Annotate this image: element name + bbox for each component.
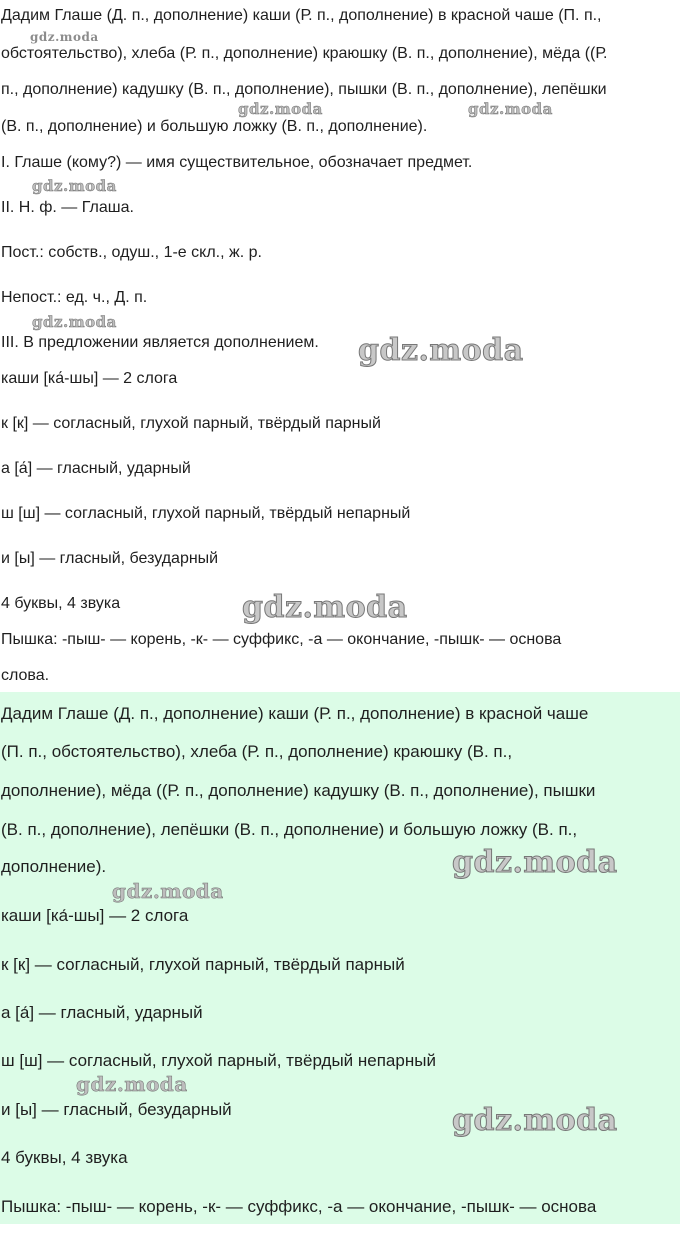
text-line: I. Глаше (кому?) — имя существительное, обозначает предмет. [1,154,473,171]
text-line: и [ы] — гласный, безударный [1,550,219,567]
text-line: дополнение). [1,857,107,876]
text-line: Пост.: собств., одуш., 1-е скл., ж. р. [1,244,262,261]
watermark: gdz.moda [32,313,117,331]
text-line: Дадим Глаше (Д. п., дополнение) каши (Р. п., дополнение) в красной чаше (П. п., [1,7,602,24]
text-line: а [а́] — гласный, ударный [1,1003,203,1022]
text-line: (В. п., дополнение), лепёшки (В. п., дополнение) и большую ложку (В. п., [1,820,578,839]
text-line: (В. п., дополнение) и большую ложку (В. п., дополнение). [1,118,428,135]
text-line: каши [ка́-шы] — 2 слога [1,370,178,387]
text-line: п., дополнение) кадушку (В. п., дополнение), пышки (В. п., дополнение), лепёшки [1,81,607,98]
watermark: gdz.moda [30,30,99,44]
text-line: Пышка: -пыш- — корень, -к- — суффикс, -а — окончание, -пышк- — основа [1,1197,597,1216]
watermark: gdz.moda [112,879,224,903]
watermark: gdz.moda [32,177,117,195]
text-line: каши [ка́-шы] — 2 слога [1,906,189,925]
watermark: gdz.moda [358,333,524,368]
watermark: gdz.moda [452,845,618,880]
watermark: gdz.moda [468,100,553,118]
text-line: Непост.: ед. ч., Д. п. [1,289,148,306]
text-line: Пышка: -пыш- — корень, -к- — суффикс, -а — окончание, -пышк- — основа [1,631,562,648]
text-line: и [ы] — гласный, безударный [1,1100,232,1119]
text-line: 4 буквы, 4 звука [1,1148,128,1167]
text-line: 4 буквы, 4 звука [1,595,121,612]
text-line: III. В предложении является дополнением. [1,334,319,351]
watermark: gdz.moda [76,1072,188,1096]
text-line: дополнение), мёда ((Р. п., дополнение) кадушку (В. п., дополнение), пышки [1,781,596,800]
text-line: ш [ш] — согласный, глухой парный, твёрдый непарный [1,505,411,522]
watermark: gdz.moda [238,100,323,118]
text-line: к [к] — согласный, глухой парный, твёрдый парный [1,415,381,432]
text-line: (П. п., обстоятельство), хлеба (Р. п., дополнение) краюшку (В. п., [1,742,513,761]
text-line: ш [ш] — согласный, глухой парный, твёрдый непарный [1,1051,436,1070]
watermark: gdz.moda [452,1103,618,1138]
text-line: слова. [1,667,50,684]
text-line: Дадим Глаше (Д. п., дополнение) каши (Р. п., дополнение) в красной чаше [1,704,589,723]
watermark: gdz.moda [242,590,408,625]
text-line: а [а́] — гласный, ударный [1,460,191,477]
text-line: обстоятельство), хлеба (Р. п., дополнение) краюшку (В. п., дополнение), мёда ((Р. [1,45,608,62]
text-line: II. Н. ф. — Глаша. [1,199,134,216]
text-line: к [к] — согласный, глухой парный, твёрдый парный [1,955,405,974]
